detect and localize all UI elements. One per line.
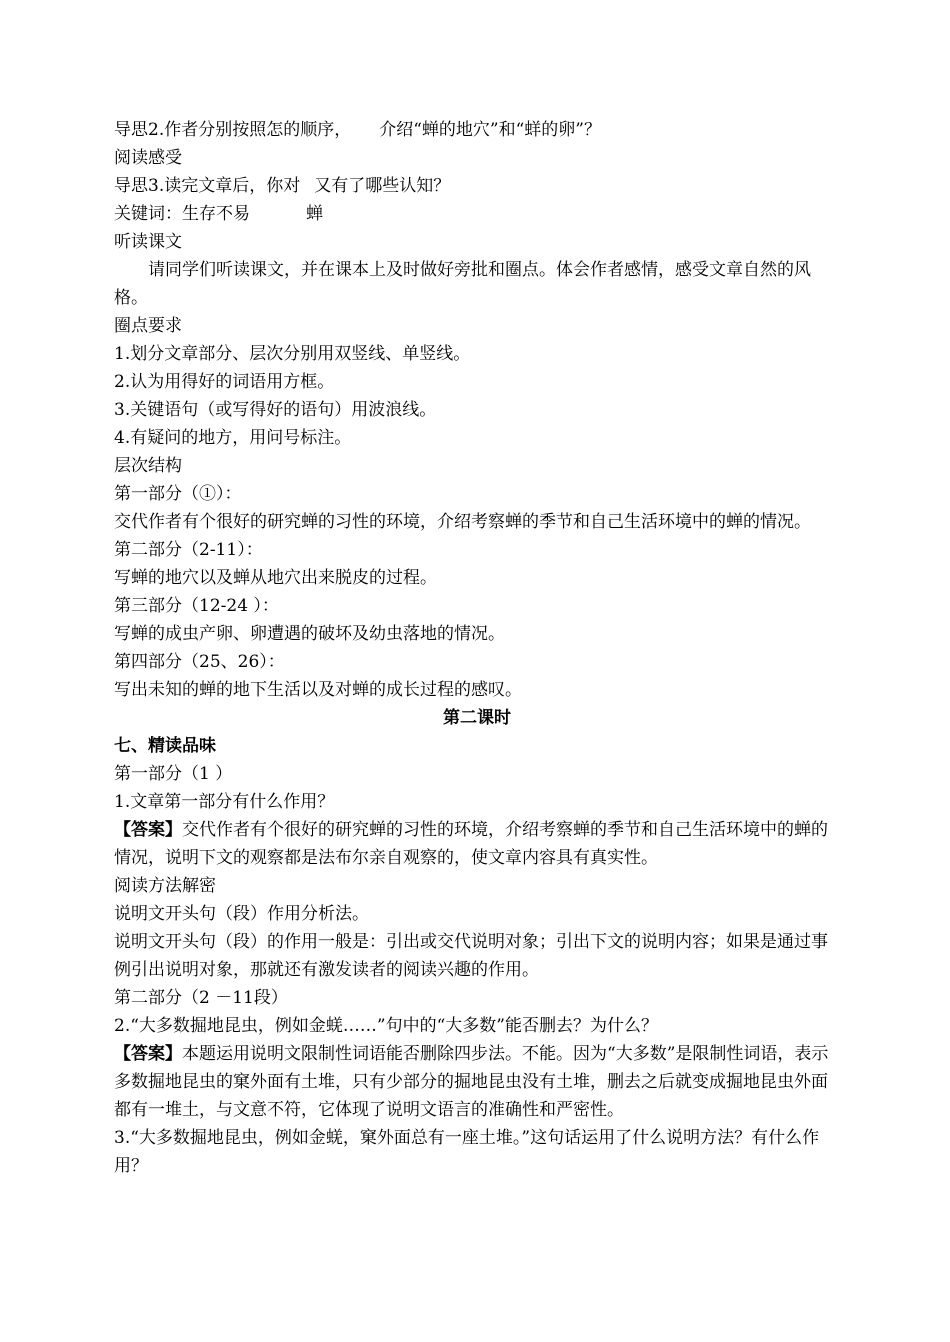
question-2: 2.“大多数掘地昆虫，例如金蜣……”句中的“大多数”能否删去？为什么？ <box>114 1016 658 1036</box>
answer-1 <box>114 816 840 872</box>
requirement-3: 3.关键语句（或写得好的语句）用波浪线。 <box>114 400 437 420</box>
requirement-2: 2.认为用得好的词语用方框。 <box>114 372 335 392</box>
heading-method: 阅读方法解密 <box>114 876 216 896</box>
keywords-part1: 关键词：生存不易 <box>114 204 250 224</box>
heading-structure: 层次结构 <box>114 456 182 476</box>
heading-reading-feel: 阅读感受 <box>114 148 182 168</box>
part-4-desc: 写出未知的蝉的地下生活以及对蝉的成长过程的感叹。 <box>114 680 522 700</box>
keywords-part2: 蝉 <box>306 204 323 224</box>
method-desc: 说明文开头句（段）的作用一般是：引出或交代说明对象；引出下文的说明内容；如果是通过事例引出说明对象，那就还有激发读者的阅读兴趣的作用。 <box>114 932 828 980</box>
part-2-title: 第二部分（2-11）： <box>114 540 263 560</box>
first-part-label: 第一部分（1 ） <box>114 764 233 784</box>
part-1-title: 第一部分（①）： <box>114 484 242 504</box>
question-1: 1.文章第一部分有什么作用？ <box>114 792 335 812</box>
listen-instructions: 请同学们听读课文，并在课本上及时做好旁批和圈点。体会作者感情，感受文章自然的风格。 <box>114 260 811 308</box>
part-3-title: 第三部分（12-24 ）： <box>114 596 279 616</box>
answer-2 <box>114 1040 840 1124</box>
lesson-2-title: 第二课时 <box>443 708 511 728</box>
document-page <box>114 116 840 1180</box>
guide-question-3 <box>114 172 840 200</box>
answer-tag: 【答案】 <box>114 820 182 840</box>
part-1-desc: 交代作者有个很好的研究蝉的习性的环境，介绍考察蝉的季节和自己生活环境中的蝉的情况。 <box>114 512 811 532</box>
method-name: 说明文开头句（段）作用分析法。 <box>114 904 369 924</box>
question-3: 3.“大多数掘地昆虫，例如金蜣，窠外面总有一座土堆。”这句话运用了什么说明方法？有什么作用？ <box>114 1128 820 1176</box>
guide-question-3-part2: 又有了哪些认知？ <box>314 176 451 196</box>
requirement-1: 1.划分文章部分、层次分别用双竖线、单竖线。 <box>114 344 471 364</box>
guide-question-2-part2: 介绍“蝉的地穴”和“蛘的卵”？ <box>379 120 601 140</box>
guide-question-2-part1: 导思2.作者分别按照怎的顺序， <box>114 120 352 140</box>
guide-question-2 <box>114 116 840 144</box>
section-7-heading: 七、精读品味 <box>114 736 216 756</box>
heading-listen-read: 听读课文 <box>114 232 182 252</box>
part-2-desc: 写蝉的地穴以及蝉从地穴出来脱皮的过程。 <box>114 568 437 588</box>
answer-tag: 【答案】 <box>114 1044 182 1064</box>
guide-question-3-part1: 导思3.读完文章后，你对 <box>114 176 301 196</box>
keywords-line <box>114 200 840 228</box>
requirement-4: 4.有疑问的地方，用问号标注。 <box>114 428 352 448</box>
second-part-label: 第二部分（2 －11段） <box>114 988 288 1008</box>
answer-1-text: 交代作者有个很好的研究蝉的习性的环境，介绍考察蝉的季节和自己生活环境中的蝉的情况，说明下文的观察都是法布尔亲自观察的，使文章内容具有真实性。 <box>114 820 828 868</box>
answer-2-text: 本题运用说明文限制性词语能否删除四步法。不能。因为“大多数”是限制性词语，表示多数掘地昆虫的窠外面有土堆，只有少部分的掘地昆虫没有土堆，删去之后就变成掘地昆虫外面都有一堆土，与文意不符，它体现了说明文语言的准确性和严密性。 <box>114 1044 829 1120</box>
part-3-desc: 写蝉的成虫产卵、卵遭遇的破坏及幼虫落地的情况。 <box>114 624 505 644</box>
part-4-title: 第四部分（25、26）： <box>114 652 285 672</box>
heading-marking-requirements: 圈点要求 <box>114 316 182 336</box>
